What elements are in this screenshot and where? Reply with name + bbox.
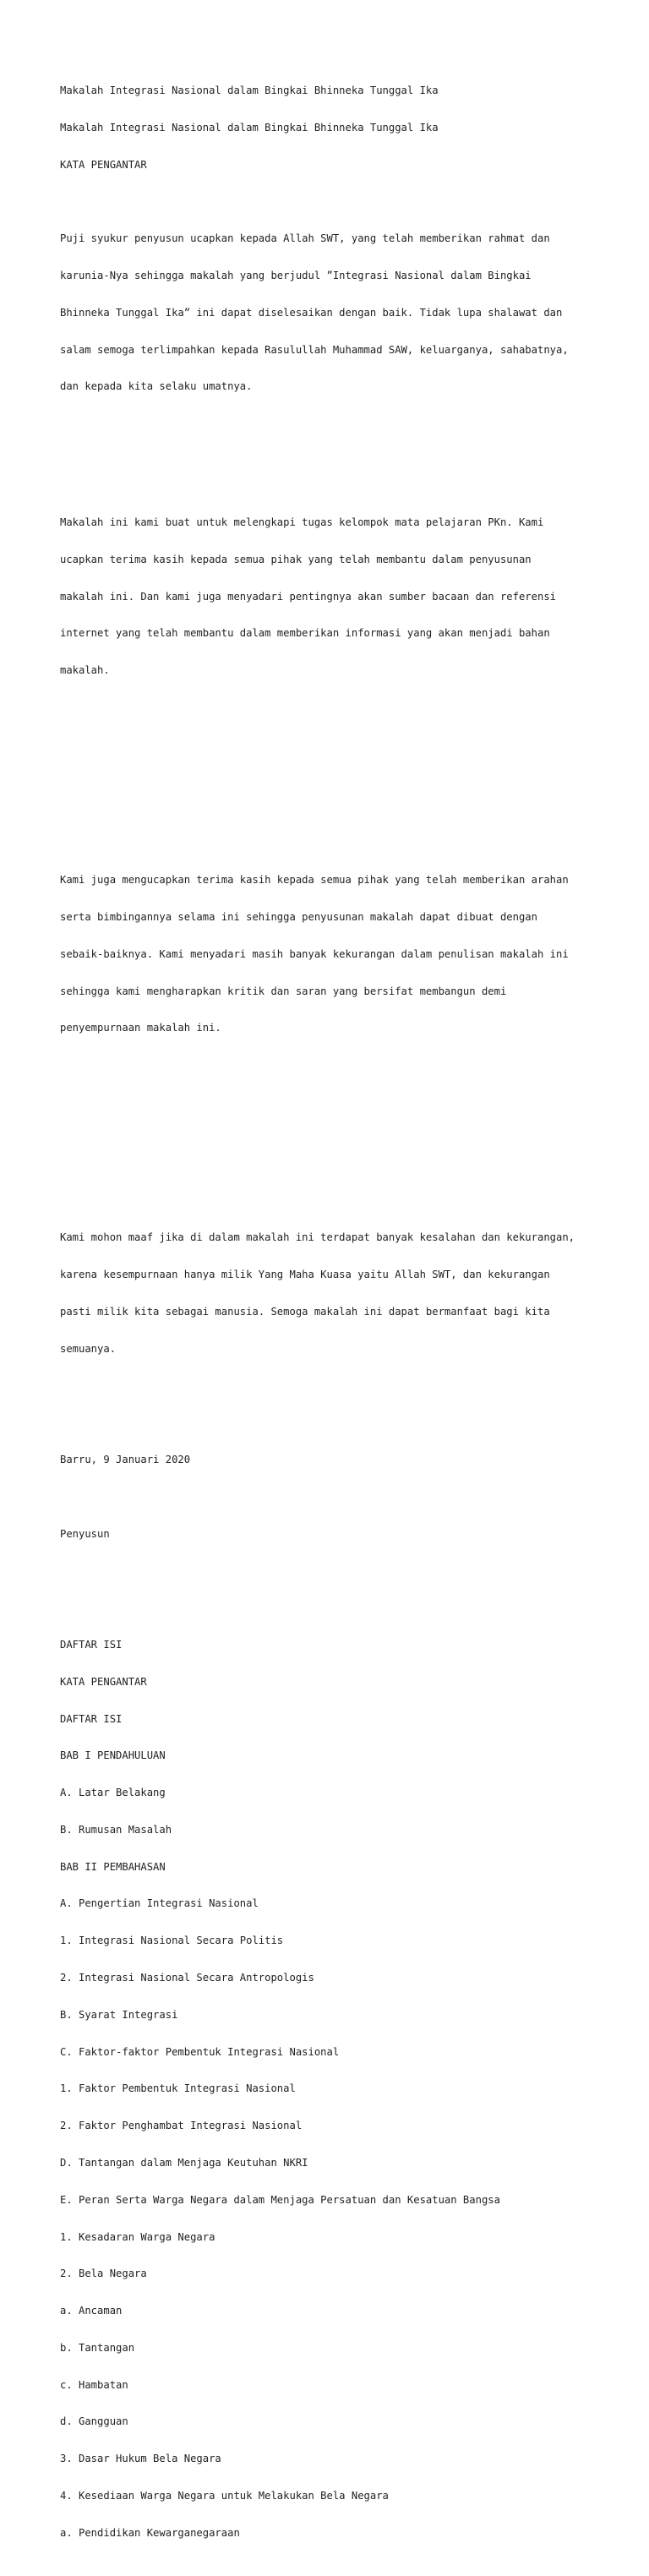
toc-item: 1. Faktor Pembentuk Integrasi Nasional xyxy=(60,2082,296,2095)
toc-item: KATA PENGANTAR xyxy=(60,1675,147,1688)
toc-item: 2. Integrasi Nasional Secara Antropologis xyxy=(60,1972,314,1984)
toc-item: a. Pendidikan Kewarganegaraan xyxy=(60,2526,240,2539)
paragraph-line: Kami juga mengucapkan terima kasih kepada semua pihak yang telah memberikan arahan xyxy=(60,874,569,887)
toc-item: b. Tantangan xyxy=(60,2341,135,2354)
toc-item: BAB I PENDAHULUAN xyxy=(60,1749,166,1762)
paragraph-line: sebaik-baiknya. Kami menyadari masih banyak kekurangan dalam penulisan makalah ini xyxy=(60,947,569,960)
paragraph-line: Makalah ini kami buat untuk melengkapi tugas kelompok mata pelajaran PKn. Kami xyxy=(60,516,544,528)
spacer xyxy=(60,1083,618,1096)
paragraph-4 xyxy=(60,1207,618,1379)
document-title-repeat: Makalah Integrasi Nasional dalam Bingkai Bhinneka Tunggal Ika xyxy=(60,121,439,134)
toc-item: d. Gangguan xyxy=(60,2415,128,2428)
paragraph-2 xyxy=(60,492,618,701)
paragraph-line: Kami mohon maaf jika di dalam makalah ini terdapat banyak kesalahan dan kekurangan, xyxy=(60,1231,575,1244)
paragraph-line: salam semoga terlimpahkan kepada Rasulullah Muhammad SAW, keluarganya, sahabatnya, xyxy=(60,343,569,356)
toc-item: c. Hambatan xyxy=(60,2378,128,2391)
toc-item: 1. Kesadaran Warga Negara xyxy=(60,2230,215,2243)
paragraph-line: penyempurnaan makalah ini. xyxy=(60,1022,221,1034)
document-title: Makalah Integrasi Nasional dalam Bingkai Bhinneka Tunggal Ika xyxy=(60,85,439,97)
paragraph-line: karena kesempurnaan hanya milik Yang Maha Kuasa yaitu Allah SWT, dan kekurangan xyxy=(60,1269,550,1281)
toc-item: D. Tantangan dalam Menjaga Keutuhan NKRI xyxy=(60,2156,308,2169)
toc-item: 2. Faktor Penghambat Integrasi Nasional xyxy=(60,2120,303,2132)
toc-item: C. Faktor-faktor Pembentuk Integrasi Nasional xyxy=(60,2045,340,2058)
toc-item: a. Ancaman xyxy=(60,2305,123,2317)
spacer xyxy=(60,726,618,739)
paragraph-line: ucapkan terima kasih kepada semua pihak yang telah membantu dalam penyusunan xyxy=(60,553,532,565)
toc-item: 4. Kesediaan Warga Negara untuk Melakukan Bela Negara xyxy=(60,2489,389,2502)
toc-item: E. Peran Serta Warga Negara dalam Menjaga Persatuan dan Kesatuan Bangsa xyxy=(60,2193,500,2206)
section-heading-kata-pengantar: KATA PENGANTAR xyxy=(60,158,147,171)
spacer xyxy=(60,442,618,455)
paragraph-3 xyxy=(60,849,618,1059)
toc-item: 1. Integrasi Nasional Secara Politis xyxy=(60,1935,284,1947)
paragraph-line: pasti milik kita sebagai manusia. Semoga makalah ini dapat bermanfaat bagi kita xyxy=(60,1305,550,1318)
paragraph-line: internet yang telah membantu dalam memberikan informasi yang akan menjadi bahan xyxy=(60,627,550,640)
toc-item: A. Pengertian Integrasi Nasional xyxy=(60,1897,259,1910)
toc-item: A. Latar Belakang xyxy=(60,1787,166,1799)
table-of-contents xyxy=(60,1614,618,2564)
paragraph-line: karunia-Nya sehingga makalah yang berjudul ”Integrasi Nasional dalam Bingkai xyxy=(60,270,532,282)
paragraph-1 xyxy=(60,208,618,418)
paragraph-line: serta bimbingannya selama ini sehingga penyusunan makalah dapat dibuat dengan xyxy=(60,910,537,923)
document-page xyxy=(60,60,618,2576)
date-line: Barru, 9 Januari 2020 xyxy=(60,1454,191,1466)
spacer xyxy=(60,1121,618,1133)
toc-item: 2. Bela Negara xyxy=(60,2268,147,2280)
signature-label: Penyusun xyxy=(60,1527,110,1540)
spacer xyxy=(60,1491,618,1504)
toc-item: DAFTAR ISI xyxy=(60,1639,123,1651)
paragraph-line: Bhinneka Tunggal Ika” ini dapat diselesaikan dengan baik. Tidak lupa shalawat dan xyxy=(60,306,563,319)
spacer xyxy=(60,763,618,776)
paragraph-line: dan kepada kita selaku umatnya. xyxy=(60,380,253,393)
toc-item: DAFTAR ISI xyxy=(60,1712,123,1725)
spacer xyxy=(60,1158,618,1171)
paragraph-line: makalah ini. Dan kami juga menyadari pentingnya akan sumber bacaan dan referensi xyxy=(60,590,556,603)
spacer xyxy=(60,800,618,813)
paragraph-line: makalah. xyxy=(60,664,110,677)
toc-item: B. Syarat Integrasi xyxy=(60,2008,178,2021)
paragraph-line: semuanya. xyxy=(60,1342,117,1355)
toc-item: B. Rumusan Masalah xyxy=(60,1823,172,1836)
paragraph-line: sehingga kami mengharapkan kritik dan saran yang bersifat membangun demi xyxy=(60,985,507,997)
spacer xyxy=(60,1564,618,1577)
toc-item: BAB II PEMBAHASAN xyxy=(60,1860,166,1873)
toc-item: 3. Dasar Hukum Bela Negara xyxy=(60,2453,221,2465)
spacer xyxy=(60,1405,618,1417)
paragraph-line: Puji syukur penyusun ucapkan kepada Allah SWT, yang telah memberikan rahmat dan xyxy=(60,232,550,245)
